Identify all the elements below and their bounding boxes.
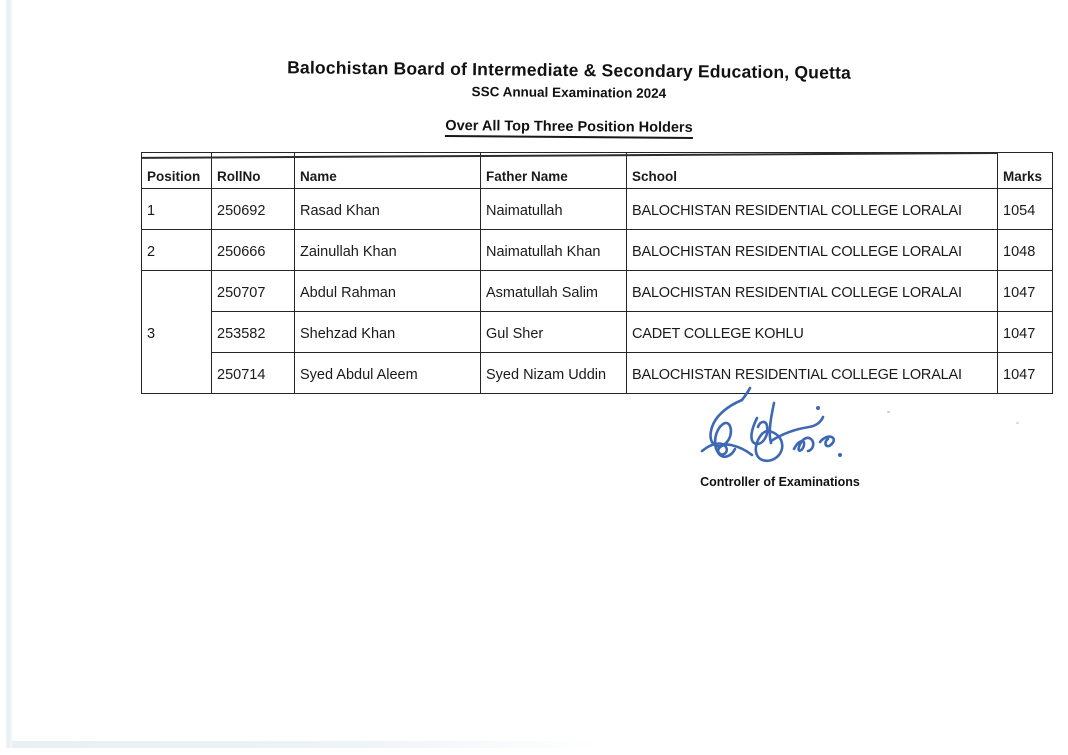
cell-marks: 1047: [998, 353, 1053, 394]
cell-father: Gul Sher: [481, 312, 627, 353]
signature-block: [660, 385, 900, 495]
cell-position: 2: [142, 230, 212, 271]
cell-name: Syed Abdul Aleem: [295, 353, 481, 394]
column-header-position: Position: [142, 153, 212, 189]
table-row: [142, 312, 1053, 353]
signature-title: Controller of Examinations: [700, 475, 860, 489]
table-row: [142, 271, 1053, 312]
cell-position: 3: [142, 271, 212, 394]
cell-father: Naimatullah: [481, 189, 627, 230]
section-heading: [70, 114, 1068, 142]
scan-speck: [1016, 422, 1019, 424]
cell-name: Rasad Khan: [295, 189, 481, 230]
cell-father: Asmatullah Salim: [481, 271, 627, 312]
signature-scribble-icon: [690, 385, 868, 477]
table-row: [142, 230, 1053, 271]
column-header-school: School: [627, 153, 998, 189]
cell-name: Abdul Rahman: [295, 271, 481, 312]
table-row: [142, 353, 1053, 394]
cell-rollno: 253582: [212, 312, 295, 353]
cell-school: BALOCHISTAN RESIDENTIAL COLLEGE LORALAI: [627, 353, 998, 394]
cell-school: BALOCHISTAN RESIDENTIAL COLLEGE LORALAI: [627, 230, 998, 271]
position-holders-table-wrap: [141, 152, 1043, 394]
cell-school: BALOCHISTAN RESIDENTIAL COLLEGE LORALAI: [627, 271, 998, 312]
cell-name: Zainullah Khan: [295, 230, 481, 271]
cell-rollno: 250666: [212, 230, 295, 271]
table-header-row: [142, 153, 1053, 189]
column-header-father: Father Name: [481, 153, 627, 189]
cell-father: Naimatullah Khan: [481, 230, 627, 271]
column-header-rollno: RollNo: [212, 153, 295, 189]
cell-position: 1: [142, 189, 212, 230]
cell-school: CADET COLLEGE KOHLU: [627, 312, 998, 353]
table-body: [142, 189, 1053, 394]
table-header: [142, 153, 1053, 189]
page-bottom-edge-shadow: [12, 741, 632, 748]
table-row: [142, 189, 1053, 230]
page-left-edge-shadow: [5, 0, 13, 748]
cell-rollno: 250714: [212, 353, 295, 394]
cell-name: Shehzad Khan: [295, 312, 481, 353]
column-header-marks: Marks: [998, 153, 1053, 189]
cell-marks: 1047: [998, 312, 1053, 353]
column-header-name: Name: [295, 153, 481, 189]
exam-subtitle: SSC Annual Examination 2024: [471, 84, 667, 101]
cell-school: BALOCHISTAN RESIDENTIAL COLLEGE LORALAI: [627, 189, 998, 230]
cell-father: Syed Nizam Uddin: [481, 353, 627, 394]
cell-marks: 1048: [998, 230, 1053, 271]
board-title: Balochistan Board of Intermediate & Secondary Education, Quetta: [287, 57, 852, 83]
section-heading-text: Over All Top Three Position Holders: [445, 118, 692, 139]
cell-rollno: 250707: [212, 271, 295, 312]
cell-marks: 1047: [998, 271, 1053, 312]
position-holders-table: [141, 152, 1053, 394]
document-header: [70, 55, 1068, 105]
cell-marks: 1054: [998, 189, 1053, 230]
cell-rollno: 250692: [212, 189, 295, 230]
